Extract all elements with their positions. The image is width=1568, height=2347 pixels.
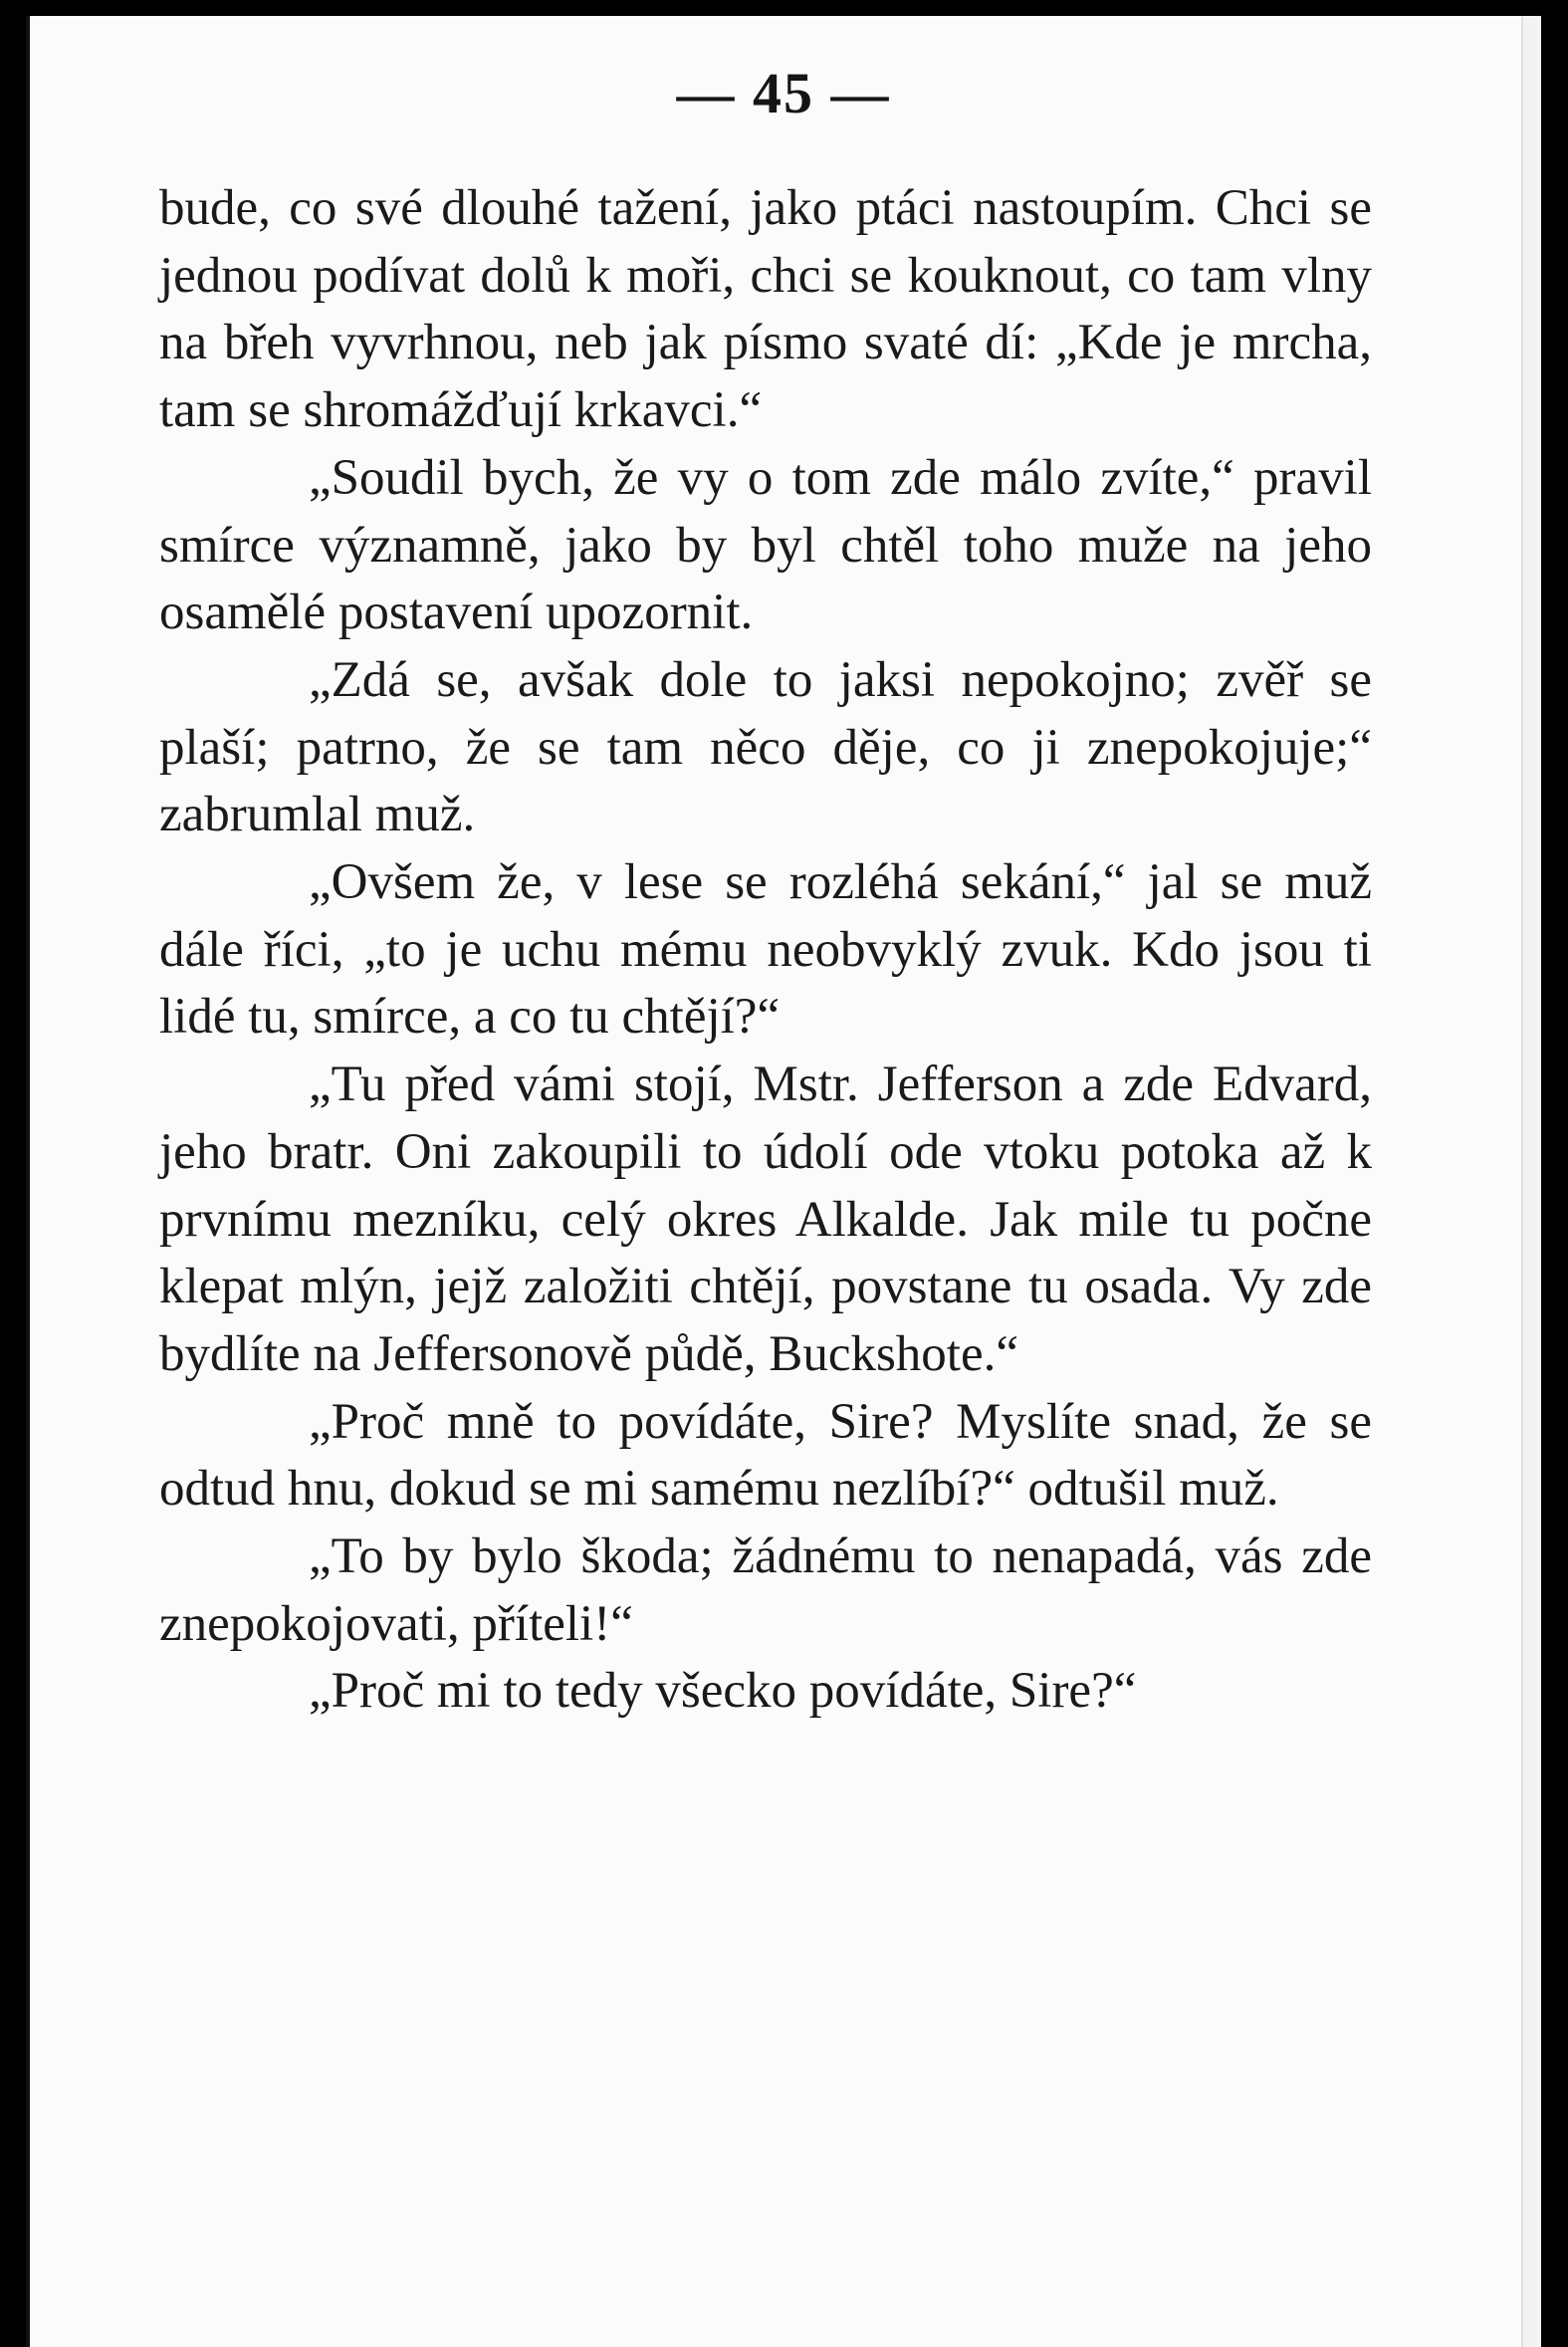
- paragraph: „Proč mně to povídáte, Sire? Myslíte snad, že se odtud hnu, dokud se mi samému nezlíbí?“ odtušil muž.: [159, 1393, 1372, 1518]
- paragraph: „Proč mi to tedy všecko povídáte, Sire?“: [309, 1663, 1137, 1720]
- paragraph: „Zdá se, avšak dole to jaksi nepokojno; zvěř se plaší; patrno, že se tam něco děje, co ji znepokojuje;“ zabrumlal muž.: [159, 651, 1372, 843]
- page-right-edge: [1521, 16, 1541, 2347]
- paragraph: „Tu před vámi stojí, Mstr. Jefferson a zde Edvard, jeho bratr. Oni zakoupili to údolí ode vtoku potoka až k prvnímu mezníku, celý okres Alkalde. Jak mile tu počne klepat mlýn, jejž založiti chtějí, povstane tu osada. Vy zde bydlíte na Jeffersonově půdě, Buckshote.“: [159, 1056, 1372, 1382]
- book-page: [26, 16, 1541, 2347]
- page-left-edge: [26, 16, 30, 2347]
- page-number: — 45 —: [676, 61, 891, 125]
- paragraph: „Ovšem že, v lese se rozléhá sekání,“ jal se muž dále říci, „to je uchu mému neobvyklý zvuk. Kdo jsou ti lidé tu, smírce, a co tu chtějí?“: [159, 854, 1372, 1046]
- paragraph: „To by bylo škoda; žádnému to nenapadá, vás zde znepokojovati, příteli!“: [159, 1528, 1372, 1652]
- body-text: [159, 175, 1372, 1726]
- paragraph: „Soudil bych, že vy o tom zde málo zvíte,“ pravil smírce významně, jako by byl chtěl toho muže na jeho osamělé postavení upozornit.: [159, 449, 1372, 641]
- paragraph: bude, co své dlouhé tažení, jako ptáci nastoupím. Chci se jednou podívat dolů k moři, chci se kouknout, co tam vlny na břeh vyvrhnou, neb jak písmo svaté dí: „Kde je mrcha, tam se shromážďují krkavci.“: [159, 180, 1372, 439]
